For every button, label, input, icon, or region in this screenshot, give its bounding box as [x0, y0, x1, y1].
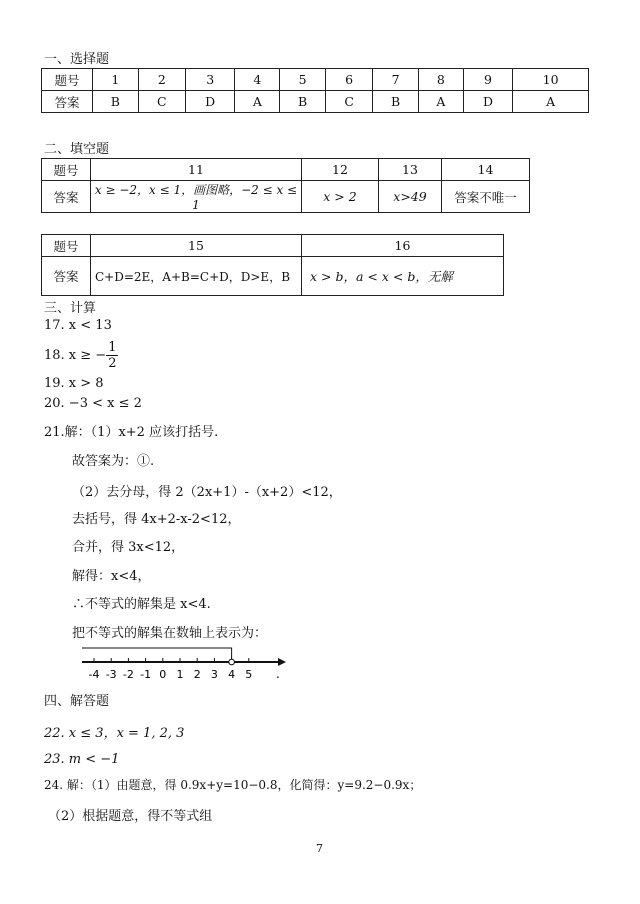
table-row — [42, 257, 504, 296]
section-heading-solve: 四、解答题 — [44, 694, 110, 709]
choice-answer-table — [41, 68, 589, 113]
answer-21-line-5: 合并，得 3x<12， — [72, 540, 185, 555]
fraction-numerator: 1 — [108, 340, 117, 355]
answer-cell: C — [325, 91, 372, 113]
answer-cell: C+D=2E，A+B=C+D，D>E，B — [91, 257, 302, 296]
answer-21-line-4: 去括号，得 4x+2-x-2<12， — [72, 512, 241, 527]
open-circle-point — [229, 659, 235, 665]
answer-17: 17. x < 13 — [44, 318, 112, 333]
answer-18 — [44, 340, 118, 371]
number-line — [80, 640, 286, 684]
answer-21-line-2: 故答案为：①. — [72, 454, 155, 469]
row-header-question: 题号 — [42, 69, 93, 91]
question-number: 16 — [302, 235, 504, 257]
page-number: 7 — [316, 842, 323, 855]
fraction — [106, 340, 118, 371]
question-number: 7 — [373, 69, 419, 91]
question-number: 9 — [463, 69, 512, 91]
answer-22: 22. x ≤ 3，x = 1, 2, 3 — [44, 726, 185, 741]
tick-label: -3 — [105, 668, 117, 681]
answer-cell: B — [280, 91, 326, 113]
solution-set-bracket — [82, 648, 232, 662]
section-heading-calc: 三、计算 — [44, 301, 97, 316]
answer-cell: A — [418, 91, 463, 113]
table-row — [42, 159, 530, 181]
question-number: 6 — [325, 69, 372, 91]
section-heading-choice: 一、选择题 — [44, 52, 110, 67]
answer-cell: 答案不唯一 — [442, 181, 530, 213]
answer-cell: A — [513, 91, 589, 113]
answer-18-text: 18. x ≥ − — [44, 348, 107, 363]
number-line-arrow — [278, 658, 286, 666]
answer-cell: D — [463, 91, 512, 113]
tick-label: 3 — [210, 668, 218, 681]
table-row — [42, 181, 530, 213]
answer-24-line-2: （2）根据题意，得不等式组 — [48, 809, 213, 824]
answer-24-line-1: 24. 解：（1）由题意，得 0.9x+y=10−0.8，化简得：y=9.2−0.9x； — [44, 778, 422, 792]
answer-21-line-6: 解得：x<4， — [72, 569, 151, 584]
answer-21-line-3: （2）去分母，得 2（2x+1）-（x+2）<12， — [72, 485, 342, 500]
question-number: 13 — [379, 159, 442, 181]
answer-cell: B — [373, 91, 419, 113]
answer-cell: A — [235, 91, 280, 113]
answer-19: 19. x > 8 — [44, 376, 104, 391]
answer-cell: x > 2 — [302, 181, 379, 213]
number-line-trailing: . — [276, 667, 280, 681]
table-row — [42, 91, 589, 113]
tick-label: 1 — [176, 668, 184, 681]
answer-20: 20. −3 < x ≤ 2 — [44, 396, 142, 411]
tick-label: -4 — [88, 668, 100, 681]
question-number: 1 — [93, 69, 139, 91]
tick-label: 2 — [193, 668, 201, 681]
row-header-question: 题号 — [42, 159, 91, 181]
row-header-answer: 答案 — [42, 181, 91, 213]
table-row — [42, 235, 504, 257]
question-number: 2 — [138, 69, 185, 91]
table-row — [42, 69, 589, 91]
number-line-labels — [89, 668, 253, 681]
fill-answer-table-2 — [41, 234, 504, 296]
answer-cell: C — [138, 91, 185, 113]
question-number: 8 — [418, 69, 463, 91]
question-number: 5 — [280, 69, 326, 91]
answer-cell: x>49 — [379, 181, 442, 213]
row-header-question: 题号 — [42, 235, 91, 257]
answer-cell: B — [93, 91, 139, 113]
answer-cell: x ≥ −2，x ≤ 1，画图略，−2 ≤ x ≤ 1 — [91, 181, 302, 213]
question-number: 3 — [185, 69, 234, 91]
answer-21-line-1: 21.解：（1）x+2 应该打括号. — [44, 425, 219, 440]
row-header-answer: 答案 — [42, 91, 93, 113]
question-number: 10 — [513, 69, 589, 91]
tick-label: 0 — [159, 668, 167, 681]
tick-label: 5 — [245, 668, 253, 681]
fill-answer-table-1 — [41, 158, 530, 213]
tick-label: 4 — [228, 668, 236, 681]
question-number: 12 — [302, 159, 379, 181]
tick-label: -2 — [122, 668, 134, 681]
question-number: 4 — [235, 69, 280, 91]
row-header-answer: 答案 — [42, 257, 91, 296]
question-number: 11 — [91, 159, 302, 181]
question-number: 15 — [91, 235, 302, 257]
section-heading-fill: 二、填空题 — [44, 142, 110, 157]
answer-23: 23. m < −1 — [44, 752, 120, 767]
fraction-denominator: 2 — [108, 356, 117, 371]
answer-cell: x > b，a < x < b，无解 — [302, 257, 504, 296]
answer-21-line-8: 把不等式的解集在数轴上表示为： — [72, 626, 268, 641]
answer-cell: D — [185, 91, 234, 113]
answer-21-line-7: ∴不等式的解集是 x<4. — [72, 597, 211, 612]
tick-label: -1 — [140, 668, 152, 681]
question-number: 14 — [442, 159, 530, 181]
